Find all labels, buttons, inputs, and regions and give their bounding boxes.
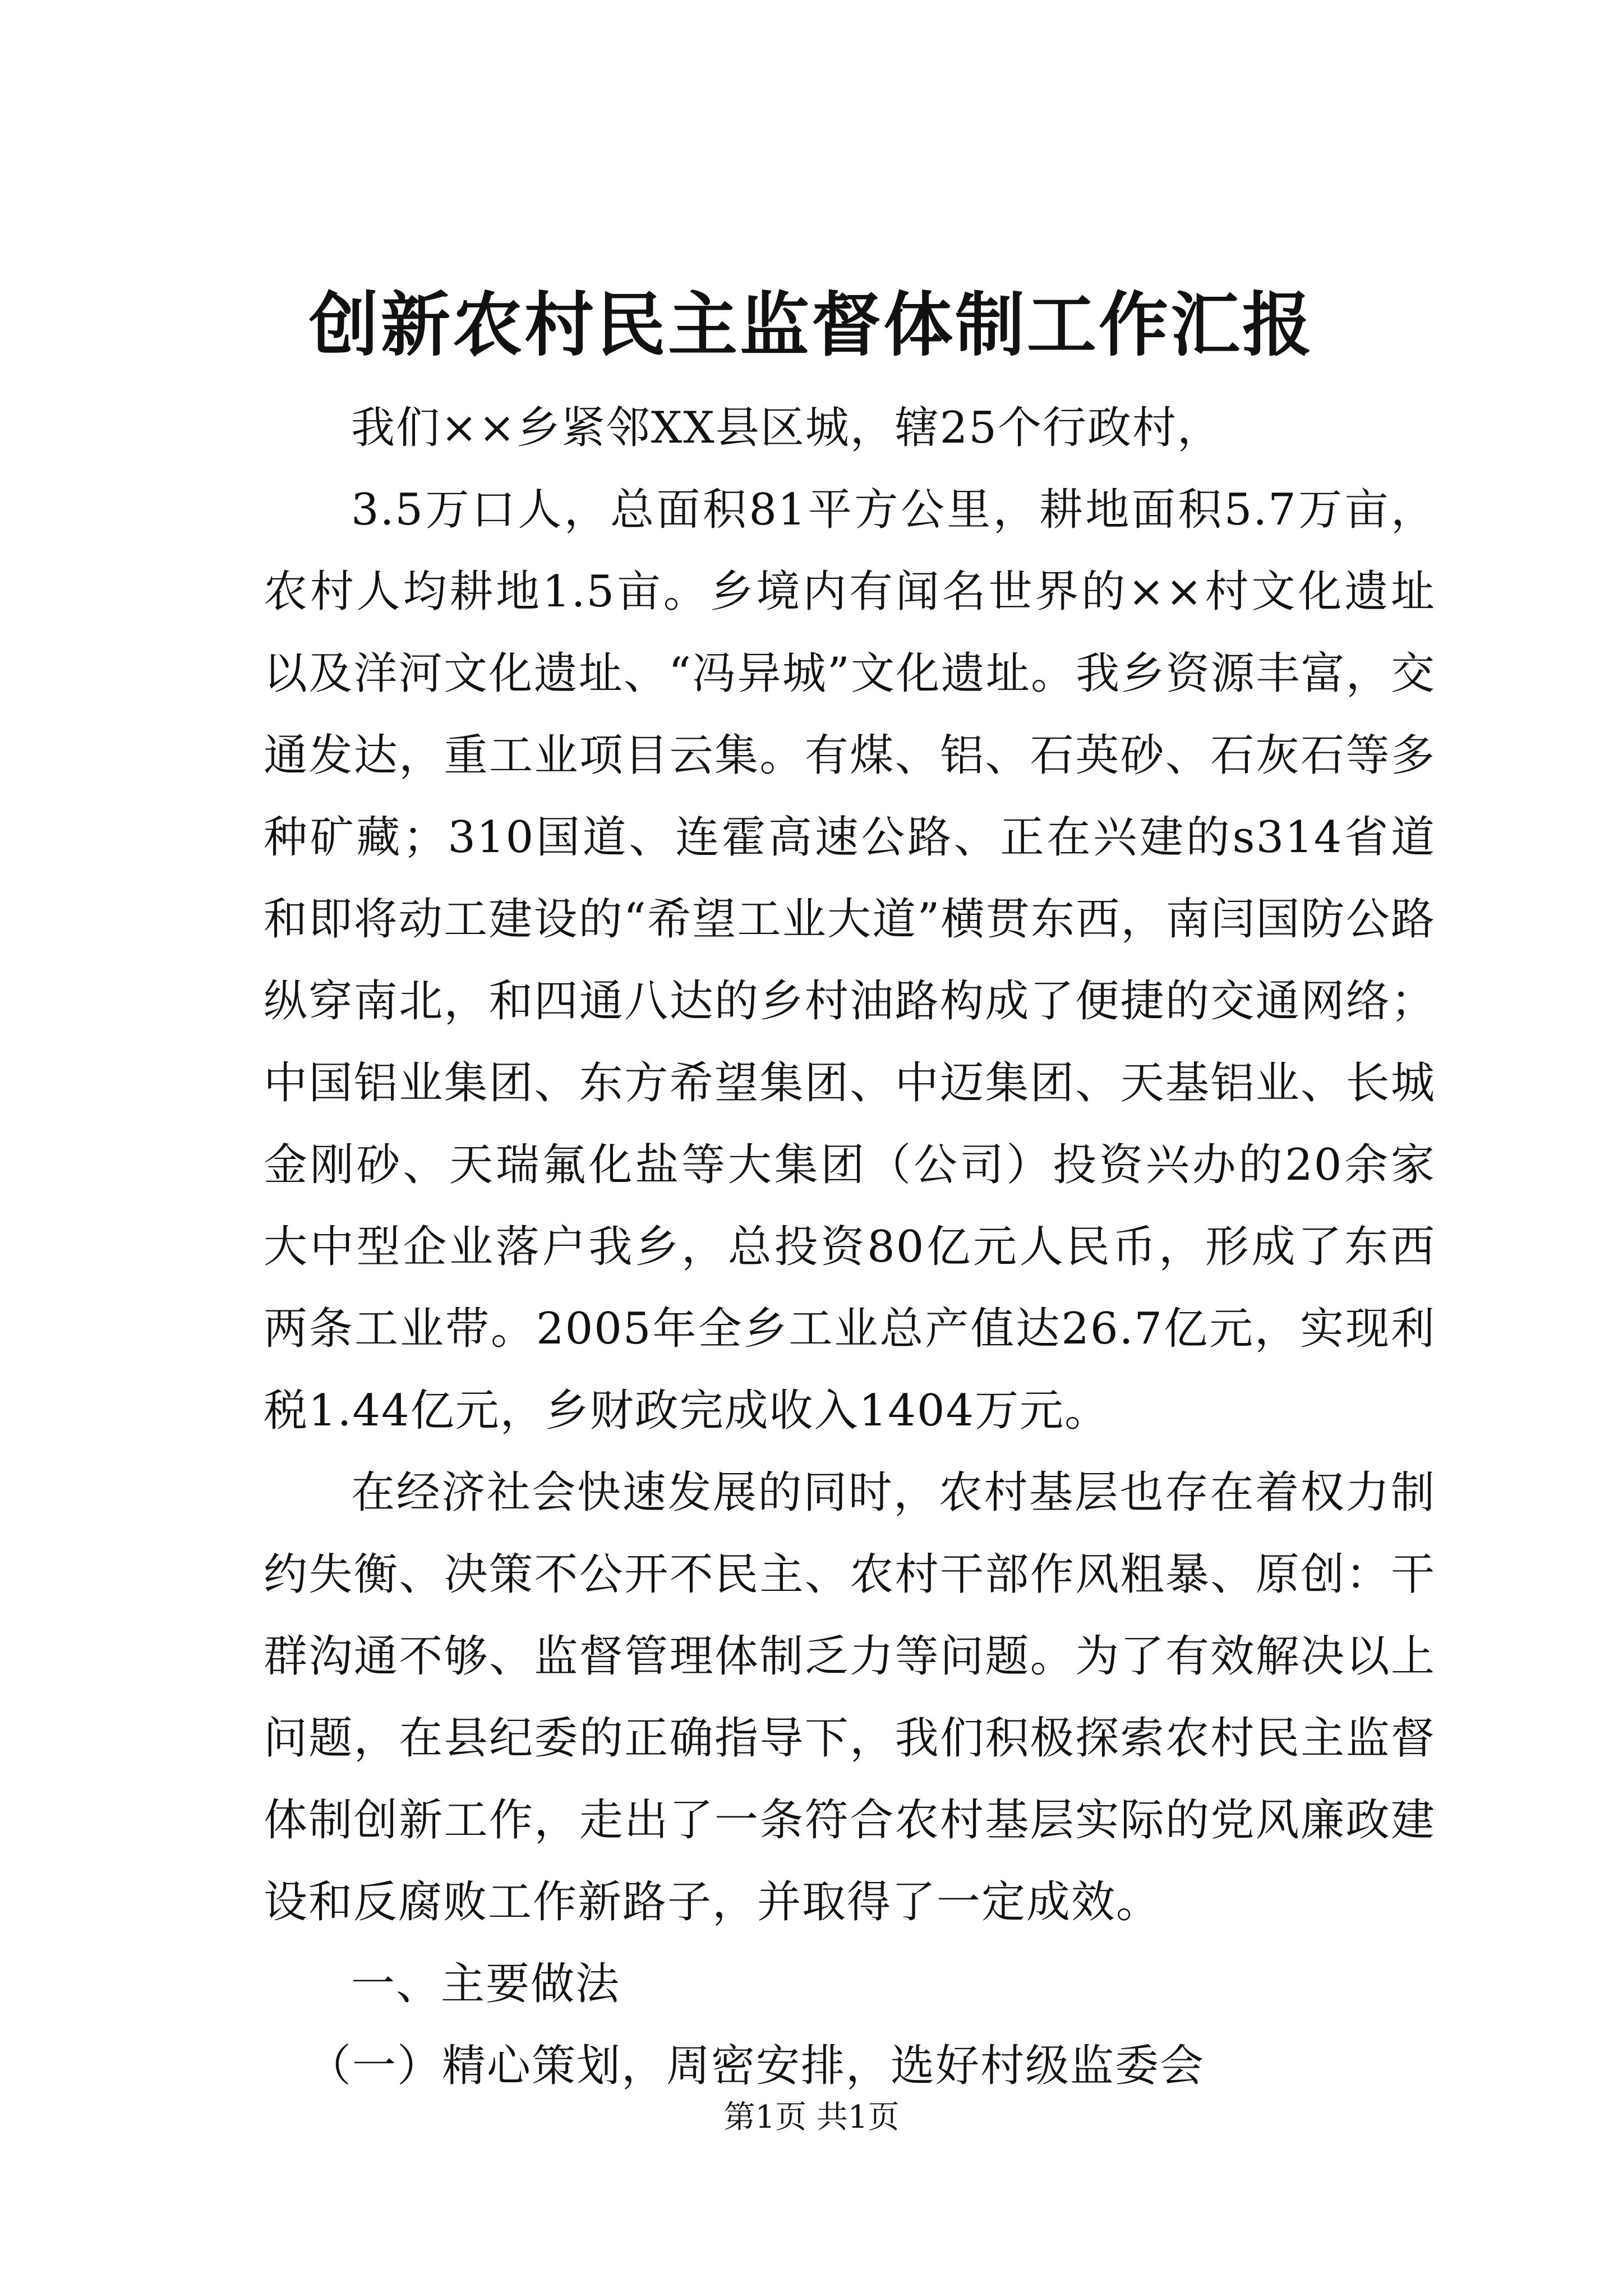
page-footer: 第1页 共1页	[723, 2099, 900, 2136]
document-body	[264, 387, 1436, 2107]
paragraph-overview: 3.5万口人，总面积81平方公里，耕地面积5.7万亩，农村人均耕地1.5亩。乡境内有闻名世界的××村文化遗址以及洋河文化遗址、“冯异城”文化遗址。我乡资源丰富，交通发达，重工业项目云集。有煤、铝、石英砂、石灰石等多种矿藏；310国道、连霍高速公路、正在兴建的s314省道和即将动工建设的“希望工业大道”横贯东西，南闫国防公路纵穿南北，和四通八达的乡村油路构成了便捷的交通网络；中国铝业集团、东方希望集团、中迈集团、天基铝业、长城金刚砂、天瑞氟化盐等大集团（公司）投资兴办的20余家大中型企业落户我乡，总投资80亿元人民币，形成了东西两条工业带。2005年全乡工业总产值达26.7亿元，实现利税1.44亿元，乡财政完成收入1404万元。	[264, 485, 1436, 1436]
paragraph-intro: 我们××乡紧邻XX县区城，辖25个行政村，	[351, 403, 1223, 453]
paragraph-problems: 在经济社会快速发展的同时，农村基层也存在着权力制约失衡、决策不公开不民主、农村干部作风粗暴、原创：干群沟通不够、监督管理体制乏力等问题。为了有效解决以上问题，在县纪委的正确指导下，我们积极探索农村民主监督体制创新工作，走出了一条符合农村基层实际的党风廉政建设和反腐败工作新路子，并取得了一定成效。	[264, 1467, 1436, 1927]
document-title: 创新农村民主监督体制工作汇报	[308, 284, 1314, 366]
subsection-heading: （一）精心策划，周密安排，选好村级监委会	[307, 2041, 1205, 2091]
section-heading: 一、主要做法	[351, 1959, 621, 2009]
